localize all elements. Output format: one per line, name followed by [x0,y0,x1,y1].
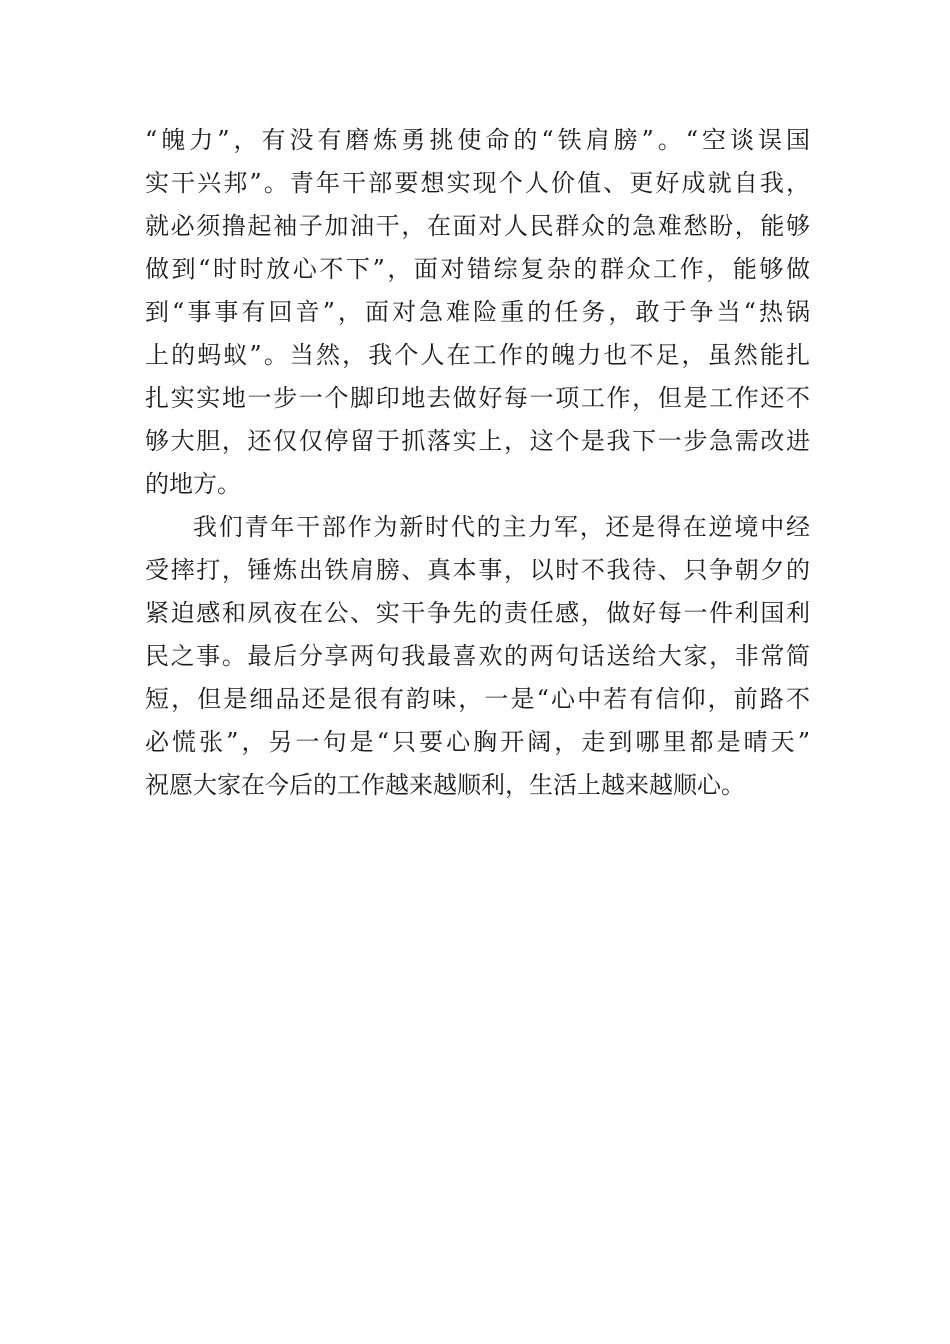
paragraph-line: 上的蚂蚁”。当然，我个人在工作的魄力也不足，虽然能扎 [145,341,810,369]
paragraph-line: 做到“时时放心不下”，面对错综复杂的群众工作，能够做 [145,255,810,283]
paragraph-line: 够大胆，还仅仅停留于抓落实上，这个是我下一步急需改进 [145,427,810,455]
paragraph-line: “魄力”，有没有磨炼勇挑使命的“铁肩膀”。“空谈误国 [145,126,810,154]
paragraph-line: 到“事事有回音”，面对急难险重的任务，敢于争当“热锅 [145,298,810,326]
paragraph-line: 祝愿大家在今后的工作越来越顺利，生活上越来越顺心。 [145,771,745,799]
paragraph-line: 的地方。 [145,470,241,498]
paragraph-line: 就必须撸起袖子加油干，在面对人民群众的急难愁盼，能够 [145,212,810,240]
paragraph-line: 必慌张”，另一句是“只要心胸开阔，走到哪里都是晴天” [145,728,810,756]
paragraph-line: 短，但是细品还是很有韵味，一是“心中若有信仰，前路不 [145,685,810,713]
paragraph-line: 实干兴邦”。青年干部要想实现个人价值、更好成就自我， [145,169,810,197]
paragraph-line: 我们青年干部作为新时代的主力军，还是得在逆境中经 [193,513,810,541]
paragraph-line: 扎实实地一步一个脚印地去做好每一项工作，但是工作还不 [145,384,810,412]
document-body [145,119,810,807]
paragraph-line: 受摔打，锤炼出铁肩膀、真本事，以时不我待、只争朝夕的 [145,556,810,584]
paragraph-line: 紧迫感和夙夜在公、实干争先的责任感，做好每一件利国利 [145,599,810,627]
paragraph-1 [145,119,810,506]
paragraph-2 [145,506,810,807]
paragraph-line: 民之事。最后分享两句我最喜欢的两句话送给大家，非常简 [145,642,810,670]
